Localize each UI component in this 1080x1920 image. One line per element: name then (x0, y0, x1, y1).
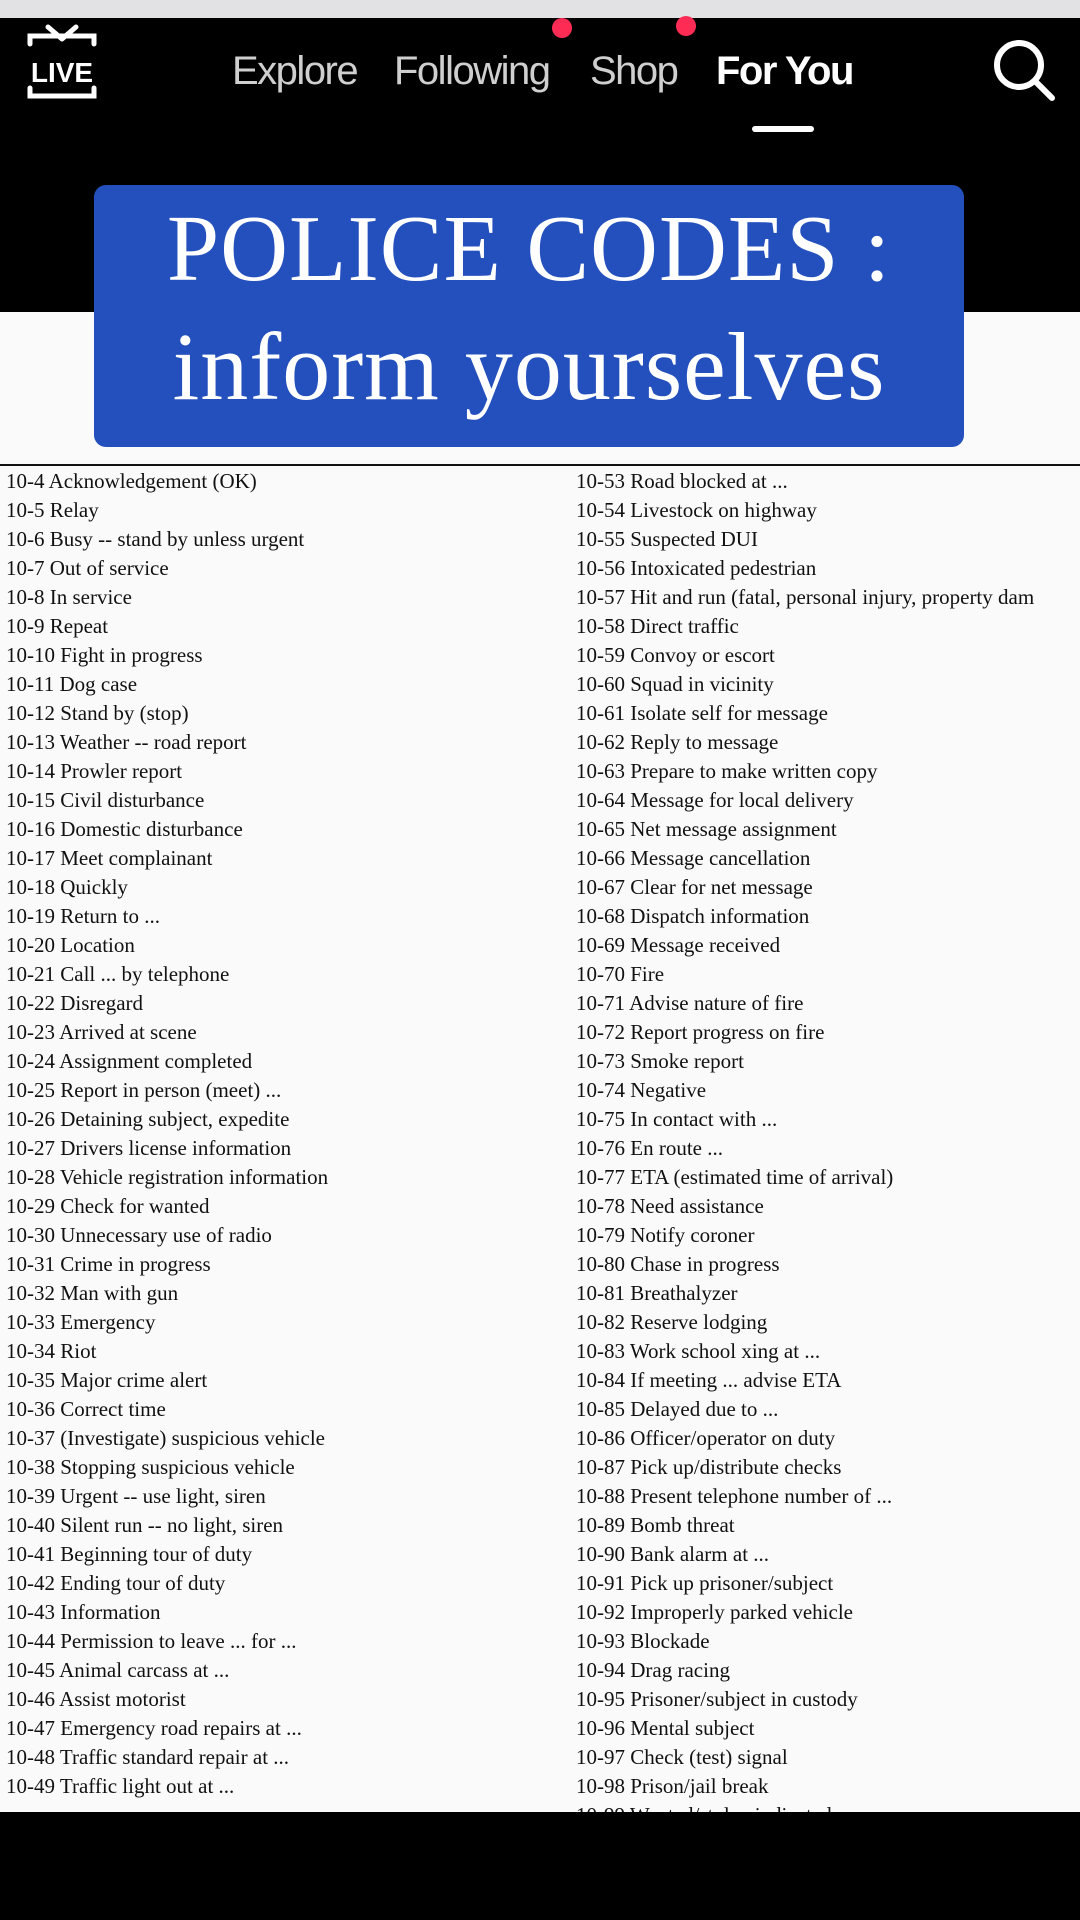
code-item: 10-95 Prisoner/subject in custody (576, 1687, 858, 1711)
code-item: 10-60 Squad in vicinity (576, 672, 774, 696)
code-item: 10-12 Stand by (stop) (6, 701, 189, 725)
code-item: 10-53 Road blocked at ... (576, 469, 788, 493)
code-item: 10-82 Reserve lodging (576, 1310, 768, 1334)
code-item: 10-10 Fight in progress (6, 643, 203, 667)
code-item: 10-57 Hit and run (fatal, personal injury, property dam (576, 585, 1035, 609)
code-item: 10-28 Vehicle registration information (6, 1165, 329, 1189)
code-item: 10-8 In service (6, 585, 132, 609)
code-item: 10-5 Relay (6, 498, 99, 522)
code-item: 10-75 In contact with ... (576, 1107, 778, 1131)
code-item: 10-67 Clear for net message (576, 875, 813, 899)
code-item: 10-19 Return to ... (6, 904, 160, 928)
code-item: 10-42 Ending tour of duty (6, 1571, 226, 1595)
code-item: 10-79 Notify coroner (576, 1223, 755, 1247)
code-item: 10-16 Domestic disturbance (6, 817, 243, 841)
code-item: 10-23 Arrived at scene (6, 1020, 197, 1044)
code-item: 10-21 Call ... by telephone (6, 962, 230, 986)
code-item: 10-91 Pick up prisoner/subject (576, 1571, 834, 1595)
title-line-1: POLICE CODES : (166, 197, 892, 301)
code-item: 10-55 Suspected DUI (576, 527, 758, 551)
code-item: 10-93 Blockade (576, 1629, 710, 1653)
code-item: 10-85 Delayed due to ... (576, 1397, 779, 1421)
code-item: 10-70 Fire (576, 962, 665, 986)
code-item: 10-13 Weather -- road report (6, 730, 247, 754)
active-tab-indicator (752, 126, 814, 132)
bottom-bar (0, 1812, 1080, 1920)
code-item: 10-18 Quickly (6, 875, 128, 899)
code-item: 10-98 Prison/jail break (576, 1774, 769, 1798)
code-item: 10-88 Present telephone number of ... (576, 1484, 893, 1508)
code-item: 10-4 Acknowledgement (OK) (6, 469, 257, 493)
code-item: 10-38 Stopping suspicious vehicle (6, 1455, 295, 1479)
code-item: 10-27 Drivers license information (6, 1136, 292, 1160)
code-item: 10-59 Convoy or escort (576, 643, 775, 667)
code-item: 10-86 Officer/operator on duty (576, 1426, 836, 1450)
code-item: 10-56 Intoxicated pedestrian (576, 556, 817, 580)
code-item: 10-24 Assignment completed (6, 1049, 253, 1073)
code-item: 10-33 Emergency (6, 1310, 156, 1334)
code-item: 10-84 If meeting ... advise ETA (576, 1368, 842, 1392)
code-item: 10-35 Major crime alert (6, 1368, 208, 1392)
status-bar-strip (0, 0, 1080, 18)
code-item: 10-66 Message cancellation (576, 846, 811, 870)
code-item: 10-11 Dog case (6, 672, 138, 696)
code-item: 10-6 Busy -- stand by unless urgent (6, 527, 305, 551)
search-button[interactable] (988, 34, 1060, 106)
code-item: 10-94 Drag racing (576, 1658, 730, 1682)
code-item: 10-96 Mental subject (576, 1716, 755, 1740)
code-item: 10-9 Repeat (6, 614, 109, 638)
code-item: 10-30 Unnecessary use of radio (6, 1223, 272, 1247)
code-item: 10-31 Crime in progress (6, 1252, 211, 1276)
divider (0, 464, 1080, 466)
code-item: 10-45 Animal carcass at ... (6, 1658, 230, 1682)
live-label: LIVE (30, 57, 94, 88)
tab-explore[interactable]: Explore (232, 49, 358, 93)
code-item: 10-40 Silent run -- no light, siren (6, 1513, 284, 1537)
search-icon (988, 34, 1060, 106)
code-item: 10-92 Improperly parked vehicle (576, 1600, 853, 1624)
code-item: 10-15 Civil disturbance (6, 788, 205, 812)
code-item: 10-73 Smoke report (576, 1049, 744, 1073)
code-item: 10-62 Reply to message (576, 730, 779, 754)
code-item: 10-77 ETA (estimated time of arrival) (576, 1165, 894, 1189)
following-notification-dot (552, 18, 572, 38)
code-item: 10-69 Message received (576, 933, 781, 957)
code-item: 10-81 Breathalyzer (576, 1281, 738, 1305)
tab-for-you[interactable]: For You (716, 49, 853, 93)
title-banner (94, 185, 964, 447)
code-item: 10-72 Report progress on fire (576, 1020, 825, 1044)
code-item: 10-68 Dispatch information (576, 904, 810, 928)
code-item: 10-17 Meet complainant (6, 846, 213, 870)
code-item: 10-14 Prowler report (6, 759, 183, 783)
code-item: 10-22 Disregard (6, 991, 144, 1015)
code-item: 10-39 Urgent -- use light, siren (6, 1484, 266, 1508)
shop-notification-dot (676, 16, 696, 36)
code-item: 10-20 Location (6, 933, 135, 957)
code-item: 10-78 Need assistance (576, 1194, 764, 1218)
code-item: 10-87 Pick up/distribute checks (576, 1455, 842, 1479)
code-item: 10-90 Bank alarm at ... (576, 1542, 770, 1566)
code-item: 10-54 Livestock on highway (576, 498, 817, 522)
code-item: 10-32 Man with gun (6, 1281, 179, 1305)
code-item: 10-41 Beginning tour of duty (6, 1542, 253, 1566)
tv-icon (24, 24, 100, 102)
code-item: 10-97 Check (test) signal (576, 1745, 788, 1769)
code-item: 10-76 En route ... (576, 1136, 723, 1160)
code-item: 10-44 Permission to leave ... for ... (6, 1629, 297, 1653)
code-item: 10-80 Chase in progress (576, 1252, 780, 1276)
top-navigation (0, 18, 1080, 128)
code-item: 10-47 Emergency road repairs at ... (6, 1716, 302, 1740)
code-item: 10-64 Message for local delivery (576, 788, 854, 812)
code-item: 10-43 Information (6, 1600, 161, 1624)
codes-list-left (6, 467, 566, 1801)
live-button[interactable] (24, 24, 100, 102)
code-item: 10-25 Report in person (meet) ... (6, 1078, 282, 1102)
code-item: 10-29 Check for wanted (6, 1194, 210, 1218)
code-item: 10-34 Riot (6, 1339, 97, 1363)
code-item: 10-26 Detaining subject, expedite (6, 1107, 290, 1131)
code-item: 10-61 Isolate self for message (576, 701, 828, 725)
codes-list-right (576, 467, 1080, 1830)
code-item: 10-74 Negative (576, 1078, 707, 1102)
code-item: 10-48 Traffic standard repair at ... (6, 1745, 290, 1769)
code-item: 10-36 Correct time (6, 1397, 166, 1421)
title-line-2: inform yourselves (172, 313, 886, 420)
code-item: 10-71 Advise nature of fire (576, 991, 804, 1015)
code-item: 10-46 Assist motorist (6, 1687, 186, 1711)
tab-following[interactable]: Following (394, 49, 550, 93)
tab-shop[interactable]: Shop (590, 49, 678, 93)
code-item: 10-89 Bomb threat (576, 1513, 735, 1537)
code-item: 10-83 Work school xing at ... (576, 1339, 821, 1363)
code-item: 10-49 Traffic light out at ... (6, 1774, 235, 1798)
code-item: 10-37 (Investigate) suspicious vehicle (6, 1426, 325, 1450)
code-item: 10-63 Prepare to make written copy (576, 759, 878, 783)
code-item: 10-58 Direct traffic (576, 614, 739, 638)
code-item: 10-65 Net message assignment (576, 817, 837, 841)
code-item: 10-7 Out of service (6, 556, 169, 580)
